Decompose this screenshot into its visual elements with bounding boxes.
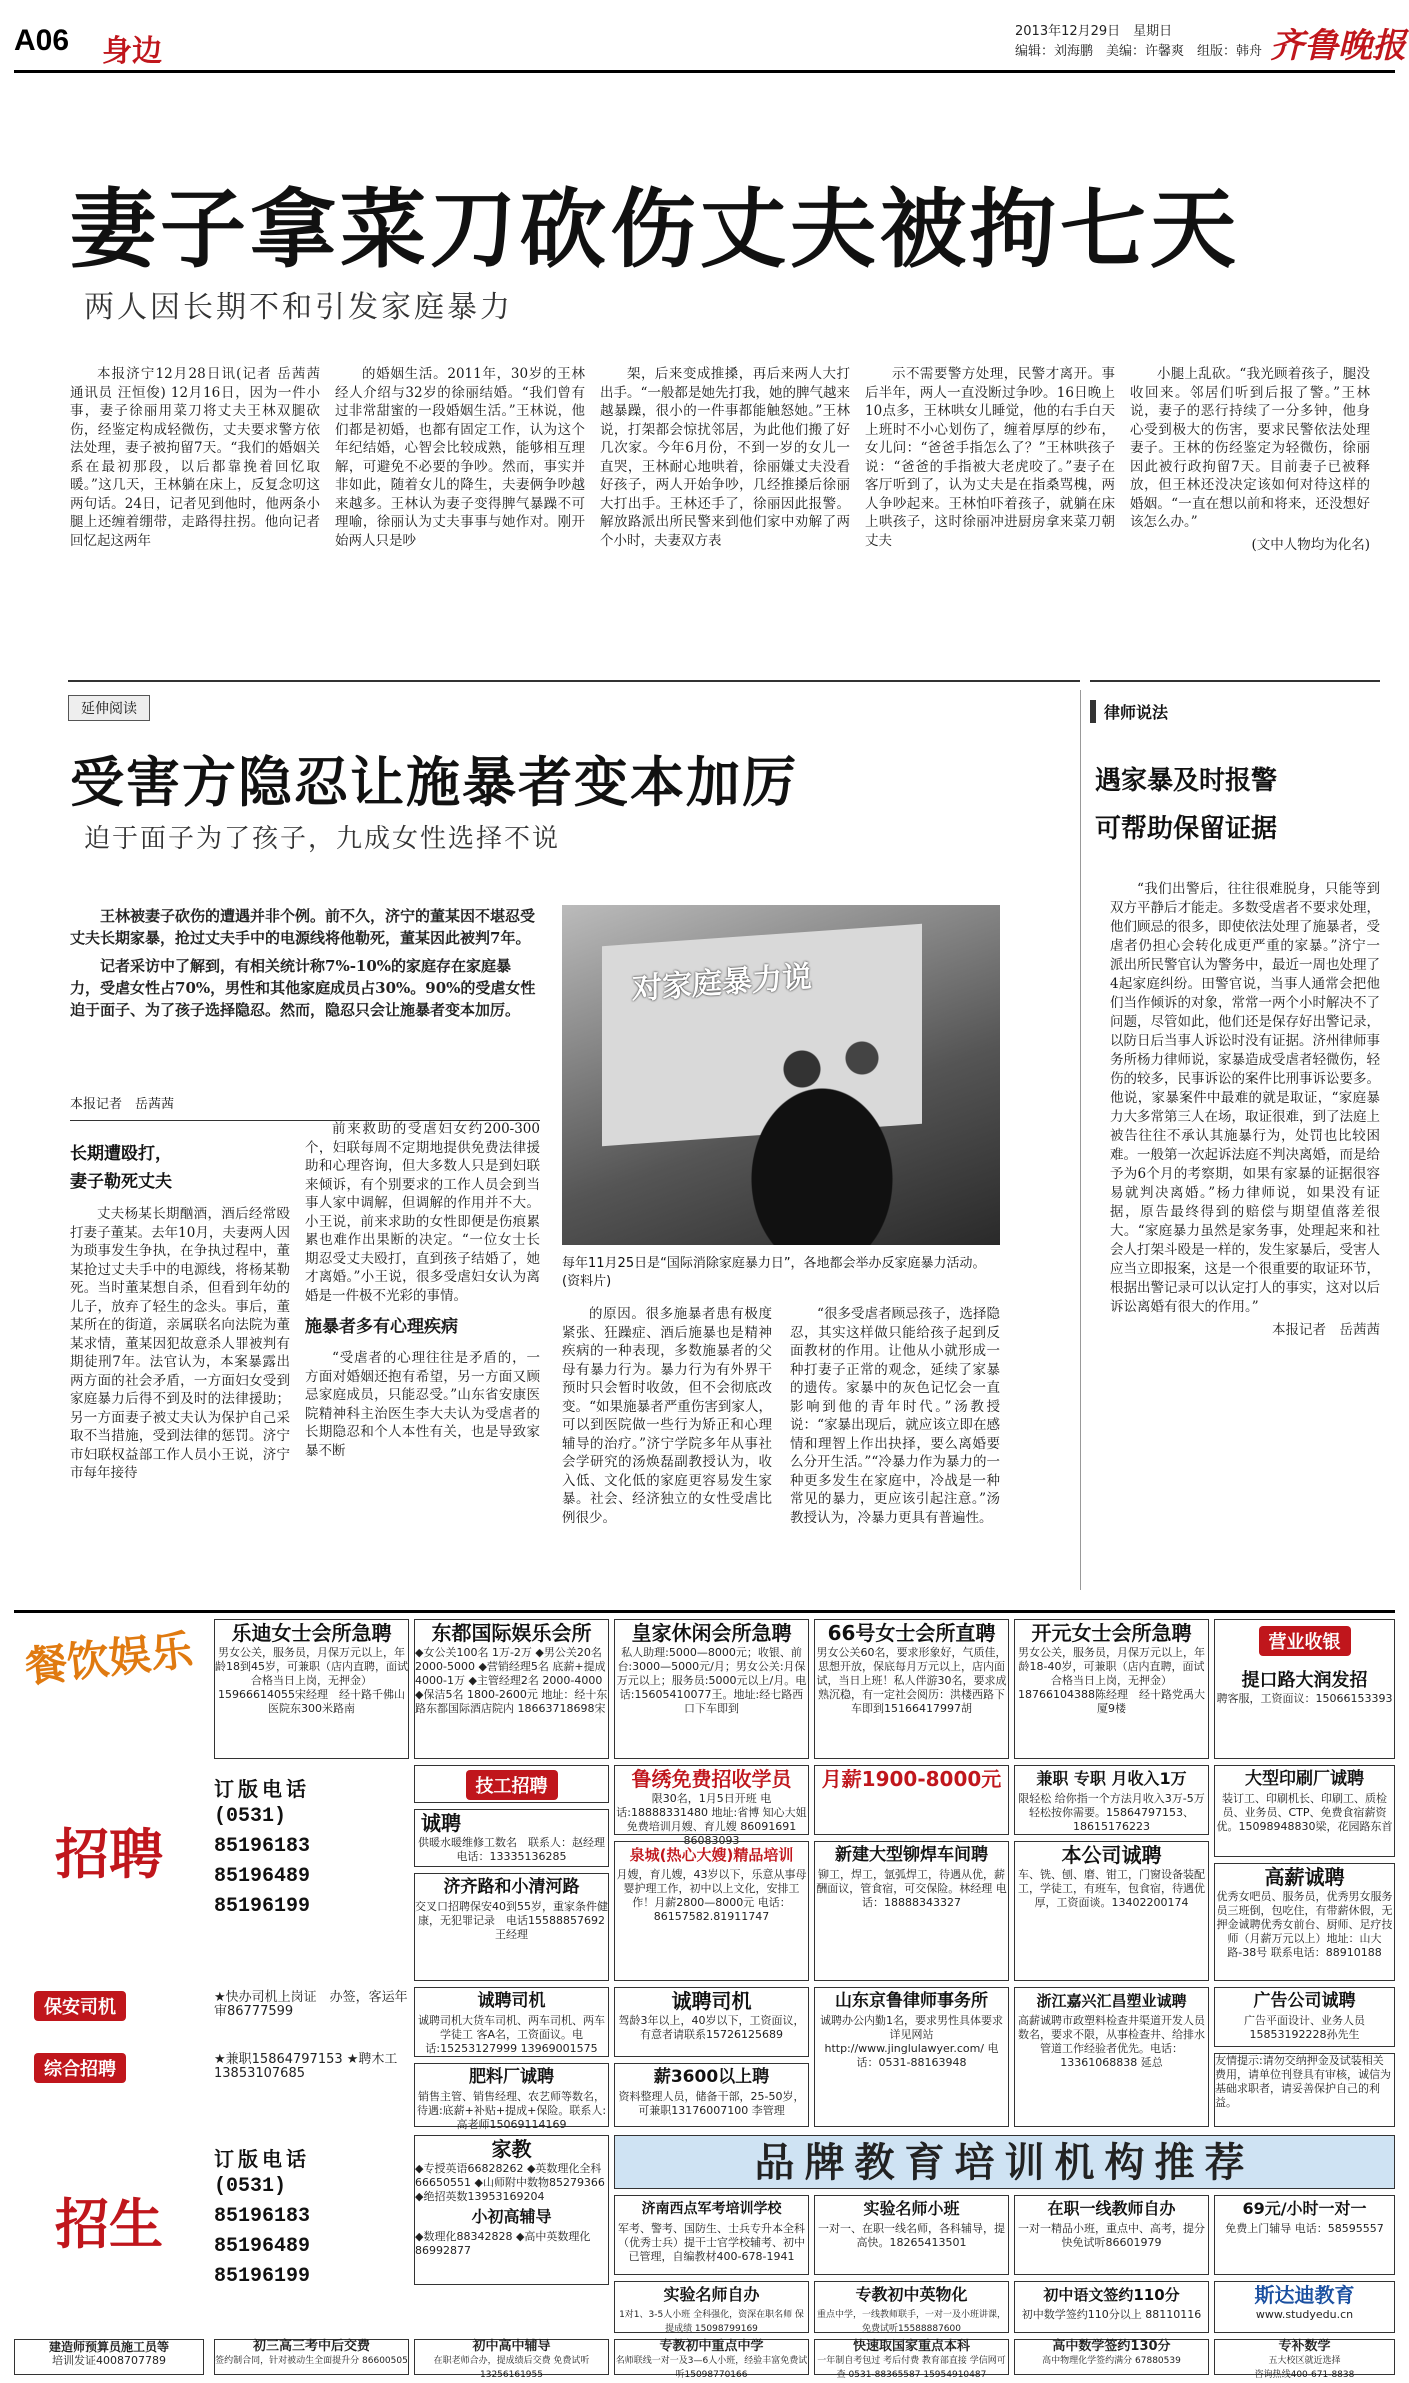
newspaper-logo: 齐鲁晚报 xyxy=(1270,26,1406,66)
ad-luxiu[interactable]: 鲁绣免费招收学员 限30名，1月5日开班 电话:18888331480 地址:省博 知心大姐免费培训月嫂、育儿嫂 86091691 86083093 xyxy=(614,1765,809,1835)
ad-fertilizer[interactable]: 肥料厂诚聘 销售主管、销售经理、农艺师等数名，待遇:底薪+补贴+提成+保险。联系人:高老师15069114169 xyxy=(414,2063,609,2127)
ad-ledi[interactable]: 乐迪女士会所急聘 男女公关，服务员，月保万元以上，年龄18到45岁，可兼职（店内直聘，面试合格当日上岗，无押金）15966614055宋经理 经十路千佛山医院东300米路南 xyxy=(214,1619,409,1759)
ad-small-class[interactable]: 实验名师小班 一对一、在职一线名师，各科辅导，提高快。18265413501 xyxy=(814,2195,1009,2275)
photo-caption: 每年11月25日是“国际消除家庭暴力日”，各地都会举办反家庭暴力活动。(资料片) xyxy=(562,1256,986,1289)
recruit-label: 招聘 xyxy=(55,1823,163,1886)
subheadline: 两人因长期不和引发家庭暴力 xyxy=(84,290,513,325)
related-reading-tag: 延伸阅读 xyxy=(68,695,150,721)
article2-headline: 受害方隐忍让施暴者变本加厉 xyxy=(70,751,798,814)
ad-salary[interactable]: 月薪1900-8000元 xyxy=(814,1765,1009,1835)
ad-66[interactable]: 66号女士会所直聘 男女公关60名，要求形象好，气质佳，思想开放，保底每月万元以上，店内面试，当日上班！私人伴游30名，要求成熟沉稳，有一定社会阅历：洪楼西路下车即到15166417997胡 xyxy=(814,1619,1009,1759)
ad-chinese[interactable]: 初中语文签约110分 初中数学签约110分以上 88110116 xyxy=(1014,2281,1209,2333)
section-name: 身边 xyxy=(102,34,162,69)
friendly-tip: 友情提示:请勿交纳押金及试装相关费用，请单位刊登具有审核，诚信为基础求职者，请妥善保护自己的利益。 xyxy=(1214,2053,1395,2127)
ad-one-on-one[interactable]: 69元/小时一对一 免费上门辅导 电话：58595557 xyxy=(1214,2195,1395,2275)
sidebar-rule xyxy=(1080,690,1081,1590)
ad-junior-senior[interactable]: 初中高中辅导 在职老师合办，提成绩后交费 免费试听13256161955 xyxy=(414,2339,609,2375)
article2-column-1: 丈夫杨某长期酗酒，酒后经常殴打妻子董某。去年10月，夫妻两人因为琐事发生争执，在争执过程中，董某抢过丈夫手中的电源线，将杨某勒死。当时董某想自杀，但看到年幼的儿子，放弃了轻生的念头。事后，董某所在的街道，亲属联名向法院为董某求情，董某因犯故意杀人罪被判有期徒刑7年。法官认为，本案暴露出两方面的社会矛盾，一方面妇女受到家庭暴力后得不到及时的法律援助；另一方面妻子被丈夫认为保护自己采取不当措施，受到法律的惩罚。济宁市妇联权益部工作人员小王说，济宁市每年接待 xyxy=(70,1206,290,1481)
ad-cashier[interactable]: 营业收银 提口路大润发招 聘客服，工资面议：15066153393 xyxy=(1214,1619,1395,1759)
ad-teacher[interactable]: 在职一线教师自办 一对一精品小班，重点中、高考，提分快免试听86601979 xyxy=(1014,2195,1209,2275)
ad-dongdu[interactable]: 东都国际娱乐会所 ◆女公关100名 1万-2万 ◆男公关20名 2000-5000 ◆营销经理5名 底薪+提成 4000-1万 ◆主管经理2名 2000-4000 ◆保洁5名 1800-2600元 地址：经十东路东都国际酒店院内 18663718698宋 xyxy=(414,1619,609,1759)
dining-label: 餐饮娱乐 xyxy=(22,1625,196,1692)
admission-order-phones: 订版电话 (0531) 85196183 85196489 85196199 xyxy=(214,2147,311,2288)
admission-label: 招生 xyxy=(55,2193,163,2256)
article2-lead: 王林被妻子砍伤的遭遇并非个例。前不久，济宁的董某因不堪忍受丈夫长期家暴，抢过丈夫手中的电源线将他勒死，董某因此被判7年。 记者采访中了解到，有相关统计称7%-10%的家庭存在家庭暴力，受虐女性占70%，男性和其他家庭成员占30%。90%的受虐女性迫于面子、为了孩子选择隐忍。然而，隐忍只会让施暴者变本加厉。 xyxy=(70,907,536,1019)
ad-self-exam[interactable]: 快速取国家重点本科 一年制自考包过 考后付费 教育部直接 学信网可查 0531-88365587 15954910487 xyxy=(814,2339,1009,2375)
ad-heating[interactable]: 诚聘 供暖水暖维修工数名 联系人：赵经理 电话：13335136285 xyxy=(414,1809,609,1867)
recruit-order-phones: 订版电话 (0531) 85196183 85196489 85196199 xyxy=(214,1777,311,1918)
ad-kaiyuan[interactable]: 开元女士会所急聘 男女公关，服务员，月保万元以上，年龄18-40岁，可兼职（店内直聘，面试合格当日上岗，无押金）18766104388陈经理 经十路党禹大厦9楼 xyxy=(1014,1619,1209,1759)
issue-date: 2013年12月29日 星期日 xyxy=(1015,24,1173,39)
education-banner: 品牌教育培训机构推荐 xyxy=(614,2135,1395,2189)
ad-studyedu[interactable]: 斯达迪教育 www.studyedu.cn xyxy=(1214,2281,1395,2333)
article2-subheadline: 迫于面子为了孩子，九成女性选择不说 xyxy=(84,824,561,854)
general-recruit-label: 综合招聘 xyxy=(34,2053,204,2089)
ad-parttime-carpenter[interactable]: ★兼职15864797153 ★聘木工13853107685 xyxy=(214,2052,398,2081)
ad-math-tutoring[interactable]: 专补数学 五大校区就近选择 咨询热线400-671-8838 xyxy=(1214,2339,1395,2375)
ad-driver-1[interactable]: 诚聘司机 诚聘司机大货车司机、两车司机、两车学徒工 客A名，工资面议。电话:15253127999 13969001575 xyxy=(414,1987,609,2057)
ad-military[interactable]: 济南西点军考培训学校 军考、警考、国防生、士兵专升本全科（优秀士兵）提干士官学校辅考、初中已管理，自编教材400-678-1941 xyxy=(614,2195,809,2275)
ad-math-130[interactable]: 高中数学签约130分 高中物理化学签约满分 67880539 xyxy=(1014,2339,1209,2375)
article1-column-5: 小腿上乱砍。“我光顾着孩子，腿没收回来。邻居们听到后报了警。”王林说，妻子的恶行持续了一分多钟，他身心受到极大的伤害，要求民警依法处理妻子。王林的伤经鉴定为轻微伤，徐丽因此被行政拘留7天。目前妻子已被释放，但王林还没决定该如何对待这样的婚姻。“一直在想以前和将来，还没想好该怎么办。” (文中人物均为化名) xyxy=(1130,366,1370,553)
headline: 妻子拿菜刀砍伤丈夫被拘七天 xyxy=(70,180,1240,280)
sidebar-title-1: 遇家暴及时报警 xyxy=(1095,766,1278,796)
classified-ads xyxy=(14,1610,1395,2380)
security-driver-label: 保安司机 xyxy=(34,1991,204,2027)
ad-quancheng[interactable]: 泉城(热心大嫂)精品培训 月嫂，育儿嫂，43岁以下，乐意从事母婴护理工作，初中以上文化，安排工作！月薪2800—8000元 电话：86157582.81911747 xyxy=(614,1841,809,1981)
ad-parttime[interactable]: 兼职 专职 月收入1万 限轻松 给你指一个方法月收入3万-5万轻松按你需要。15864797153、18615176223 xyxy=(1014,1765,1209,1835)
section-divider xyxy=(68,680,1080,682)
subhead-2: 施暴者多有心理疾病 xyxy=(305,1317,458,1337)
article2-column-2: 前来救助的受虐妇女约200-300个，妇联每周不定期地提供免费法律援助和心理咨询，但大多数人只是到妇联来倾诉，有个别要求的工作人员会到当事人家中调解，但调解的作用并不大。小王说，前来求助的女性即便是伤痕累累也难作出果断的决定。“一位女士长期忍受丈夫殴打，直到孩子结婚了，她才离婚。”小王说，很多受虐妇女认为离婚是一件极不光彩的事情。 施暴者多有心理疾病 “受虐者的心理往往是矛盾的，一方面对婚姻还抱有希望，另一方面又顾忌家庭成员，只能忍受。”山东省安康医院精神科主治医生李大夫认为受虐者的长期隐忍和个人本性有关，也是导致家暴不断 xyxy=(305,1121,540,1459)
ad-pay-after[interactable]: 初三高三考中后交费 签约制合同，针对被动生全面提升分 86600505 xyxy=(214,2339,409,2375)
ad-salary-3600[interactable]: 薪3600以上聘 资料整理人员，储备干部，25-50岁，可兼职13176007100 李管理 xyxy=(614,2063,809,2127)
ad-zhejiang[interactable]: 浙江嘉兴汇昌塑业诚聘 高薪诚聘市政塑料检查井渠道开发人员数名，要求不限，从事检查井、给排水管道工作经验者优先。电话：13361068838 延总 xyxy=(1014,1987,1209,2127)
sidebar-title-2: 可帮助保留证据 xyxy=(1095,814,1278,844)
tech-recruit-label: 技工招聘 xyxy=(414,1765,609,1803)
sidebar-body: “我们出警后，往往很难脱身，只能等到双方平静后才能走。多数受虐者不要求处理，他们顾忌的很多，即使依法处理了施暴者，受虐者仍担心会转化成更严重的家暴。”济宁一派出所民警官认为警务中，最近一周也处理了4起家庭纠纷。田警官说，当事人通常会把他们当作倾诉的对象，常常一两个小时解决不了问题，尽管如此，他们还是保存好出警记录，以防日后当事人诉讼时没有证据。济州律师事务所杨力律师说，家暴造成受虐者轻微伤，轻伤的较多，民事诉讼的案件比刑事诉讼要多。他说，家暴案件中最难的就是取证，“家庭暴力大多常第三人在场，取证很难，到了法庭上被告往往不承认其施暴行为，处罚也比较困难。一般第一次起诉法庭不判决离婚，而是给予为6个月的考察期，如果有家暴的证据很容易就判决离婚。”杨力律师说，如果没有证据，原告最终得到的赔偿与期望值落差很大。“家庭暴力虽然是家务事，处理起来和社会人打架斗殴是一样的，发生家暴后，受害人应当立即报案，这是一个很重要的取证环节，根据出警记录可以认定打人的事实，这对以后诉讼离婚有很大的作用。” 本报记者 岳茜茜 xyxy=(1110,881,1380,1338)
article2-column-3: 的原因。很多施暴者患有极度紧张、狂躁症、酒后施暴也是精神疾病的一种表现，多数施暴者的父母有暴力行为。暴力行为有外界干预时只会暂时收敛，但不会彻底改变。“如果施暴者严重伤害到家人，可以到医院做一些行为矫正和心理辅导的治疗。”济宁学院多年从事社会学研究的汤焕磊副教授认为，收入低、文化低的家庭更容易发生家暴。社会、经济独立的女性受虐比例很少。 xyxy=(562,1306,772,1526)
ad-machinist[interactable]: 本公司诚聘 车、铣、刨、磨、钳工，门窗设备装配工，学徒工，有班车，包食宿，待遇优厚，工资面谈。13402200174 xyxy=(1014,1841,1209,1981)
article2-byline: 本报记者 岳茜茜 xyxy=(70,1097,175,1112)
header-rule xyxy=(14,70,1395,73)
ad-science[interactable]: 专教初中英物化 重点中学，一线教师联手，一对一及小班讲课，免费试听15588887600 xyxy=(814,2281,1009,2333)
ad-printing[interactable]: 大型印刷厂诚聘 装订工、印刷机长、印刷工、质检员、业务员、CTP、免费食宿薪资优。15098948830梁，花园路东首 xyxy=(1214,1765,1395,1857)
ad-highpay[interactable]: 高薪诚聘 优秀女吧员、服务员，优秀男女服务员三班倒，包吃住，有带薪休假，无押金诚聘优秀女前台、厨师、足疗技师（月薪万元以上）地址：山大路-38号 联系电话：88910188 xyxy=(1214,1863,1395,1981)
ad-builder[interactable]: 建造师预算员施工员等 培训发证4008707789 xyxy=(14,2339,204,2375)
name-note: (文中人物均为化名) xyxy=(1251,536,1370,553)
article2-column-4: “很多受虐者顾忌孩子，选择隐忍，其实这样做只能给孩子起到反面教材的作用。让他从小就形成一种打妻子正常的观念，延续了家暴的遗传。家暴中的灰色记忆会一直影响到他的青年时代。”汤教授说：“家暴出现后，就应该立即在感情和理智上作出抉择，要么离婚要么分开生活。”“冷暴力作为暴力的一种更多发生在家庭中，冷战是一种常见的暴力，更应该引起注意。”汤教授认为，冷暴力更具有普遍性。 xyxy=(790,1306,1000,1526)
ad-law-firm[interactable]: 山东京鲁律师事务所 诚聘办公内勤1名，要求男性具体要求详见网站 http://www.jinglulawyer.com/ 电话：0531-88163948 xyxy=(814,1987,1009,2127)
ad-key-school[interactable]: 专教初中重点中学 名师联线一对一及3—6人小班，经验丰富免费试听15098770166 xyxy=(615,2339,808,2380)
ad-experiment[interactable]: 实验名师自办 1对1、3-5人小班 全科强化，资深在职名师 保提成绩 15098799169 xyxy=(614,2281,809,2333)
ad-welding[interactable]: 新建大型铆焊车间聘 铆工，焊工，氩弧焊工，待遇从优，薪酬面议，管食宿，可交保险。林经理 电话：18888343327 xyxy=(814,1841,1009,1981)
ad-driver-2[interactable]: 诚聘司机 驾龄3年以上，40岁以下，工资面议，有意者请联系15726125689 xyxy=(614,1987,809,2057)
lawyer-column-tag: 律师说法 xyxy=(1090,700,1168,723)
ad-huangjia[interactable]: 皇家休闲会所急聘 私人助理:5000—8000元；收银、前台:3000—5000元/月；男女公关:月保万元以上；服务员:5000元以上/月。电话:15605410077王。地址:经七路西口下车即到 xyxy=(614,1619,809,1759)
ad-agency[interactable]: 广告公司诚聘 广告平面设计、业务人员15853192228孙先生 xyxy=(1214,1987,1395,2047)
ad-tutor[interactable]: 家教 ◆专授英语66828262 ◆英数理化全科66650551 ◆山师附中数物85279366 ◆绝招英数13953169204 小初高辅导 ◆数理化88342828 ◆高中英数理化86992877 xyxy=(414,2135,609,2285)
subhead-1: 长期遭殴打， 妻子勒死丈夫 xyxy=(70,1144,172,1192)
ad-security-guard[interactable]: 济齐路和小清河路 交叉口招聘保安40到55岁，重家条件健康，无犯罪记录 电话15588857692 王经理 xyxy=(414,1873,609,1981)
editor-credits: 编辑：刘海鹏 美编：许馨爽 组版：韩舟 xyxy=(1015,44,1263,59)
article1-column-1: 本报济宁12月28日讯(记者 岳茜茜 通讯员 汪恒俊) 12月16日，因为一件小事，妻子徐丽用菜刀将丈夫王林双腿砍伤，经鉴定构成轻微伤，丈夫要求警方依法处理，妻子被拘留7天。“我们的婚姻关系在最初那段，以后都靠挽着回忆取暖。”这几天，王林躺在床上，反复念叨这两句话。24日，记者见到他时，他两条小腿上还缠着绷带，走路得拄拐。他向记者回忆起这两年 xyxy=(70,366,320,549)
article1-column-2: 的婚姻生活。2011年，30岁的王林经人介绍与32岁的徐丽结婚。“我们曾有过非常甜蜜的一段婚姻生活。”王林说，他们都是初婚，也都有固定工作，认为这个年纪结婚，心智会比较成熟，能够相互理解，可避免不必要的争吵。然而，事实并非如此，随着女儿的降生，夫妻俩争吵越来越多。王林认为妻子变得脾气暴躁不可理喻，徐丽认为丈夫事事与她作对。刚开始两人只是吵 xyxy=(335,366,585,549)
sidebar-divider xyxy=(1090,680,1380,682)
ad-license[interactable]: ★快办司机上岗证 办签，客运年审86777599 xyxy=(214,1990,408,2019)
page-number: A06 xyxy=(14,24,70,57)
news-photo: 对家庭暴力说 xyxy=(562,905,1000,1245)
article1-column-3: 架，后来变成推搡，再后来两人大打出手。“一般都是她先打我，她的脾气越来越暴躁，很小的一件事都能触怒她。”王林说，打架都会惊扰邻居，为此他们搬了好几次家。今年6月份，不到一岁的女儿一直哭，王林耐心地哄着，徐丽嫌丈夫没看好孩子，两人开始争吵，几经推搡后徐丽大打出手。王林还手了，徐丽因此报警。解放路派出所民警来到他们家中劝解了两个小时，夫妻双方表 xyxy=(600,366,850,549)
article1-column-4: 示不需要警方处理，民警才离开。事后半年，两人一直没断过争吵。16日晚上10点多，王林哄女儿睡觉，他的右手白天上班时不小心划伤了，缠着厚厚的纱布，女儿问：“爸爸手指怎么了？”王林哄孩子说：“爸爸的手指被大老虎咬了。”妻子在客厅听到了，认为丈夫是在指桑骂槐，两人争吵起来。王林怕吓着孩子，就躺在床上哄孩子，这时徐丽冲进厨房拿来菜刀朝丈夫 xyxy=(865,366,1115,549)
